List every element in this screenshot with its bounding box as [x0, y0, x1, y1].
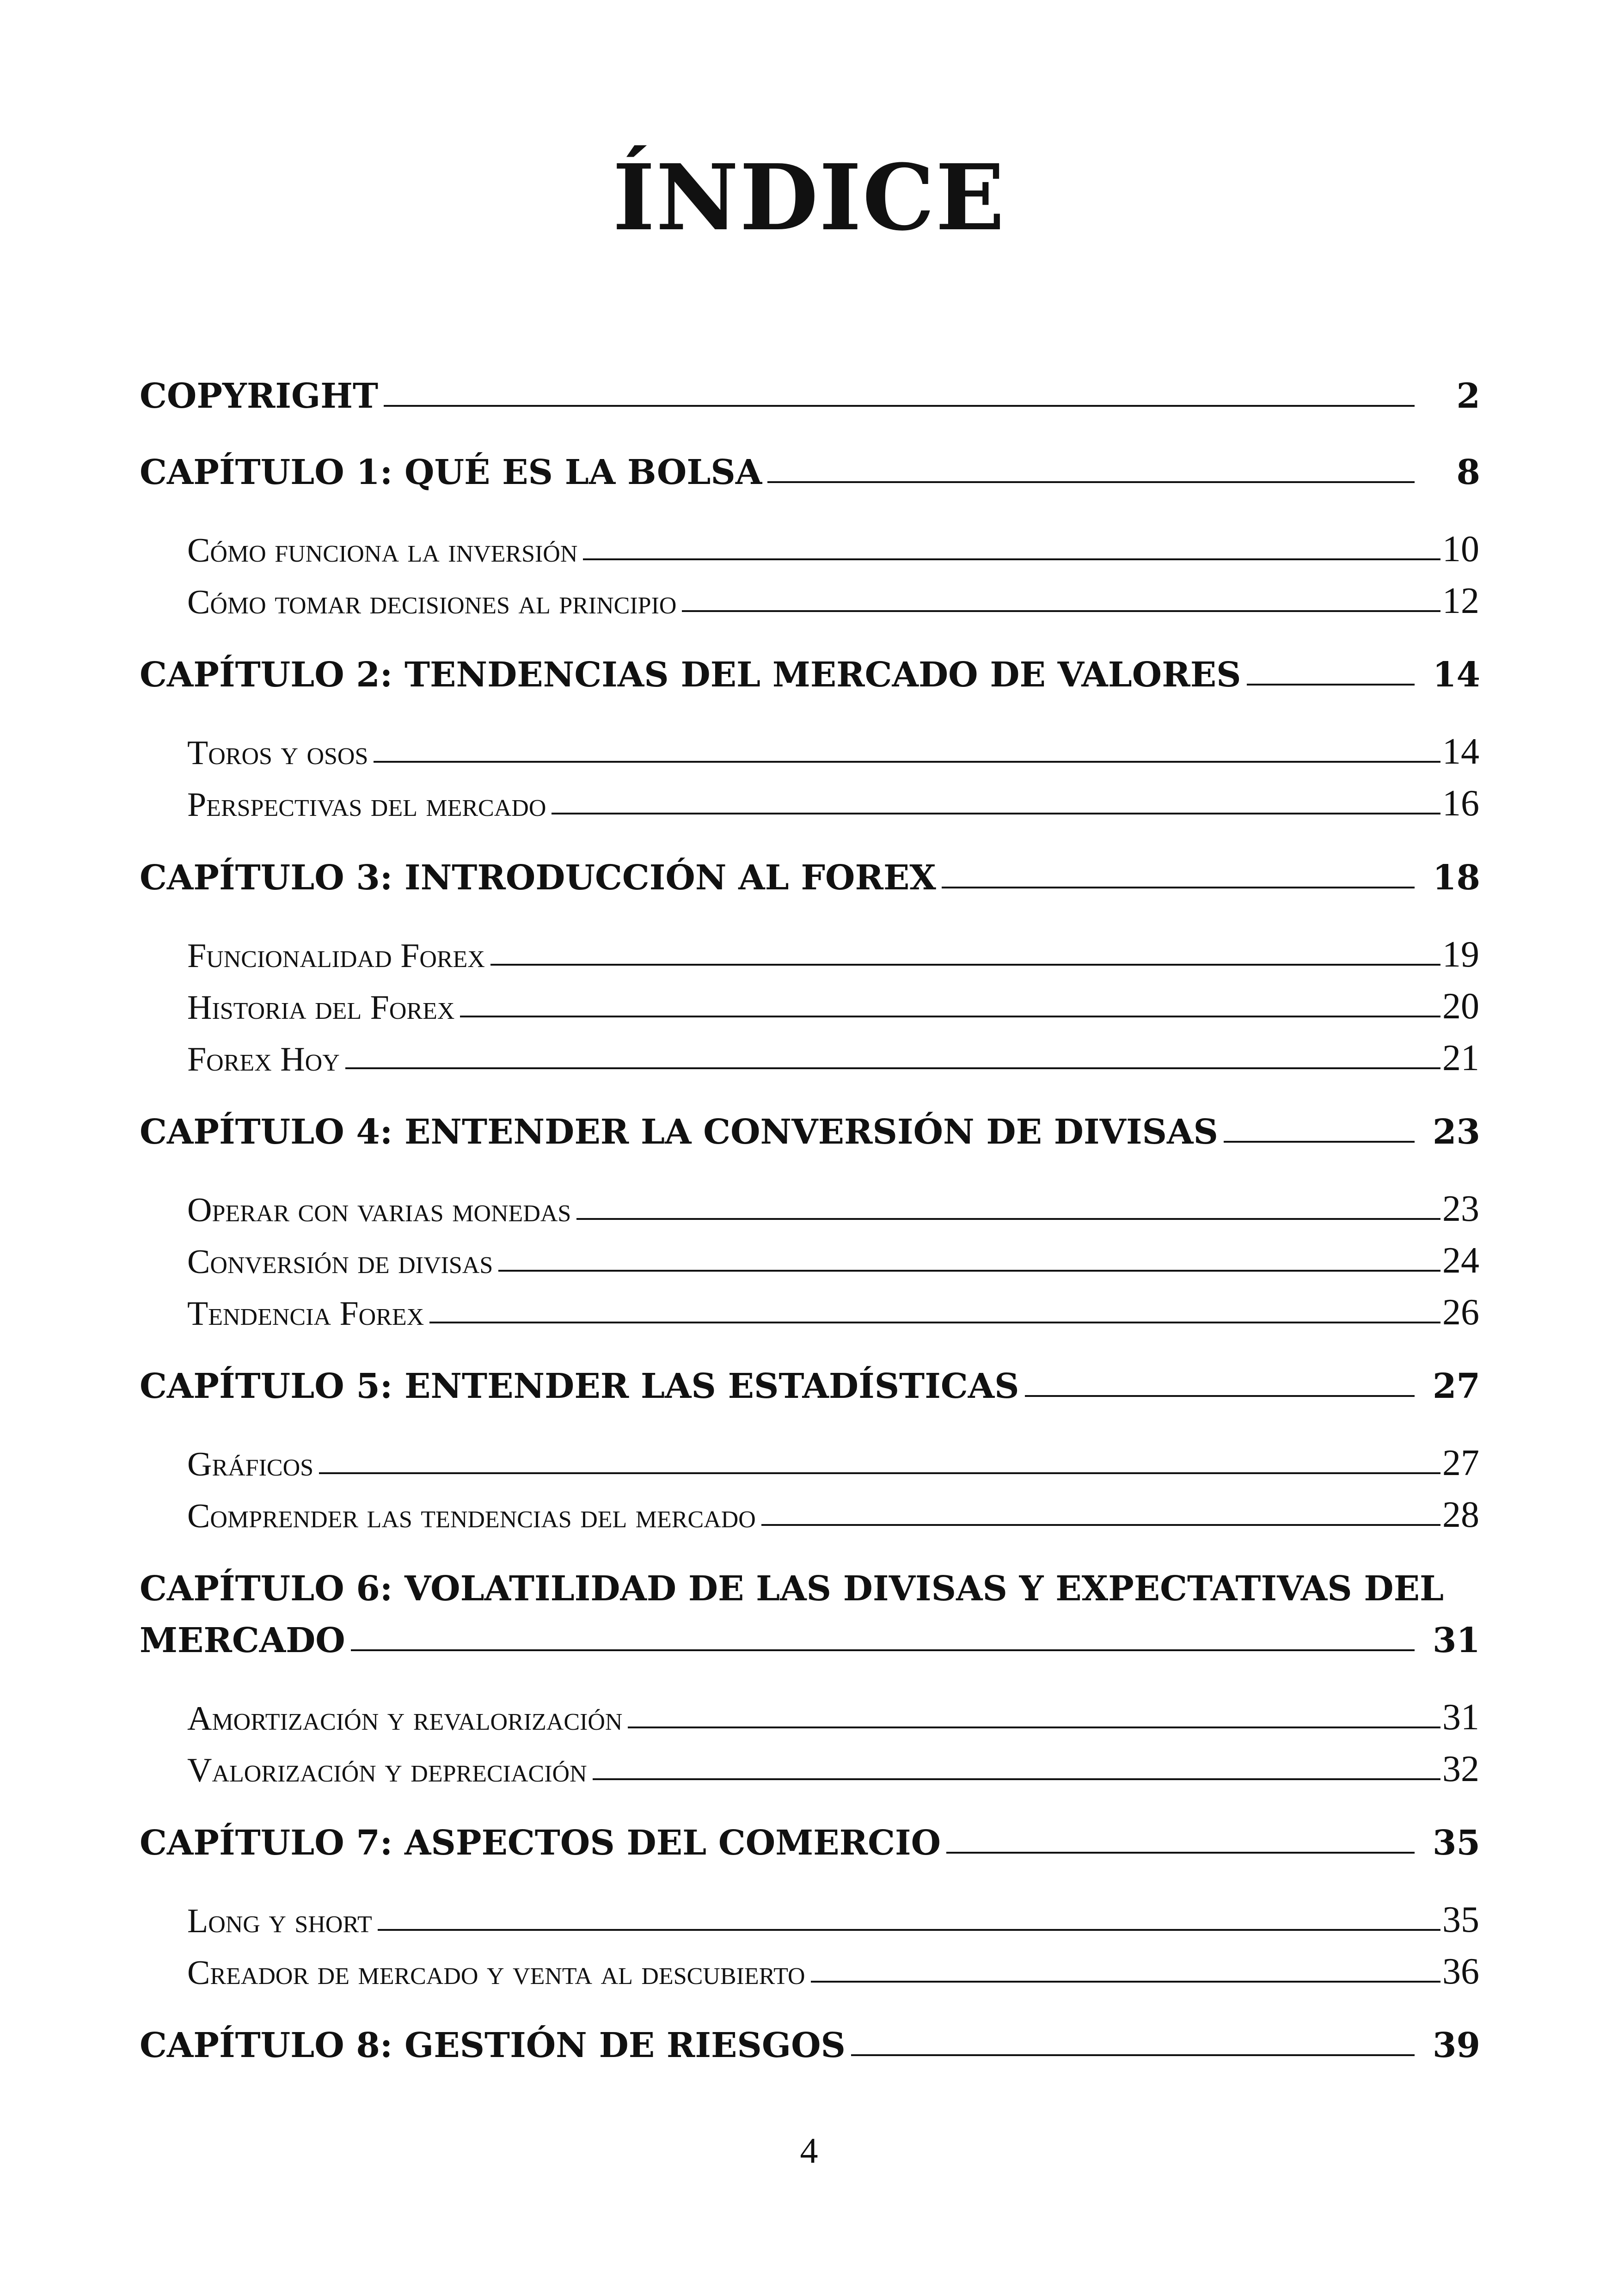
- toc-entry-label: CAPÍTULO 7: ASPECTOS DEL COMERCIO: [140, 1823, 941, 1863]
- toc-page-number: 18: [1433, 858, 1480, 898]
- toc-entry-label: Valorización y depreciación: [187, 1751, 587, 1789]
- toc-entry-label: Tendencia Forex: [187, 1295, 424, 1333]
- dot-leader: [319, 1472, 1440, 1474]
- toc-page-number: 14: [1442, 731, 1479, 772]
- toc-entry-section[interactable]: [187, 1496, 1479, 1533]
- toc-entry-section[interactable]: [187, 733, 1479, 770]
- toc-entry-label: Cómo tomar decisiones al principio: [187, 583, 677, 621]
- dot-leader: [593, 1778, 1440, 1780]
- dot-leader: [583, 558, 1440, 560]
- dot-leader: [498, 1270, 1440, 1272]
- toc-entry-label: COPYRIGHT: [140, 376, 379, 416]
- toc-entry-section[interactable]: [187, 785, 1479, 822]
- dot-leader: [576, 1218, 1440, 1220]
- toc-entry-label: Conversión de divisas: [187, 1243, 493, 1281]
- toc-page-number: 12: [1442, 581, 1479, 621]
- toc-entry-section[interactable]: [187, 1190, 1479, 1227]
- dot-leader: [811, 1981, 1440, 1983]
- toc-entry-label: CAPÍTULO 3: INTRODUCCIÓN AL FOREX: [140, 858, 936, 898]
- toc-entry-chapter-1[interactable]: [140, 455, 1480, 490]
- dot-leader: [490, 964, 1440, 966]
- toc-entry-label: CAPÍTULO 5: ENTENDER LAS ESTADÍSTICAS: [140, 1366, 1019, 1406]
- toc-entry-label: Amortización y revalorización: [187, 1700, 623, 1738]
- dot-leader: [378, 1929, 1440, 1931]
- toc-entry-section[interactable]: [187, 1699, 1479, 1736]
- dot-leader: [460, 1016, 1440, 1017]
- dot-leader: [429, 1322, 1440, 1323]
- toc-entry-chapter-6-line1[interactable]: CAPÍTULO 6: VOLATILIDAD DE LAS DIVISAS Y EXPECTATIVAS DEL: [140, 1569, 1444, 1609]
- toc-page-number: 16: [1442, 783, 1479, 824]
- toc-entry-label: Funcionalidad Forex: [187, 937, 485, 975]
- dot-leader: [1247, 684, 1415, 686]
- dot-leader: [351, 1649, 1415, 1651]
- toc-entry-section[interactable]: [187, 1445, 1479, 1482]
- toc-page-number: 21: [1442, 1038, 1479, 1078]
- dot-leader: [374, 761, 1440, 763]
- toc-page-number: 31: [1433, 1621, 1480, 1660]
- toc-entry-label: CAPÍTULO 1: QUÉ ES LA BOLSA: [140, 453, 762, 492]
- toc-entry-section[interactable]: [187, 936, 1479, 973]
- toc-entry-copyright[interactable]: [140, 376, 1480, 416]
- toc-page-number: 39: [1433, 2026, 1480, 2065]
- toc-entry-chapter-7[interactable]: [140, 1823, 1480, 1863]
- dot-leader: [384, 405, 1415, 407]
- toc-page-number: 23: [1433, 1112, 1480, 1152]
- toc-entry-label: Comprender las tendencias del mercado: [187, 1497, 756, 1535]
- toc-entry-section[interactable]: [187, 1294, 1479, 1331]
- dot-leader: [345, 1067, 1440, 1069]
- toc-entry-label: Creador de mercado y venta al descubierto: [187, 1954, 805, 1992]
- toc-entry-label: Toros y osos: [187, 734, 368, 772]
- toc-entry-label: Long y short: [187, 1902, 372, 1940]
- toc-page-number: 10: [1442, 529, 1479, 569]
- toc-entry-chapter-6[interactable]: [140, 1623, 1480, 1658]
- dot-leader: [851, 2054, 1415, 2056]
- toc-entry-label: MERCADO: [140, 1621, 345, 1660]
- toc-entry-label: Forex Hoy: [187, 1041, 340, 1078]
- toc-page-number: 24: [1442, 1240, 1479, 1281]
- toc-page-number: 31: [1442, 1697, 1479, 1738]
- toc-entry-section[interactable]: [187, 1953, 1479, 1990]
- dot-leader: [946, 1852, 1415, 1854]
- toc-entry-section[interactable]: [187, 1751, 1479, 1788]
- toc-page-number: 14: [1433, 655, 1480, 695]
- page-title: ÍNDICE: [613, 145, 1005, 251]
- toc-page-number: 35: [1433, 1823, 1480, 1863]
- toc-entry-chapter-3[interactable]: [140, 858, 1480, 898]
- toc-page-number: 27: [1442, 1443, 1479, 1483]
- dot-leader: [628, 1727, 1440, 1728]
- toc-page-number: 19: [1442, 934, 1479, 975]
- toc-page-number: 23: [1442, 1188, 1479, 1229]
- dot-leader: [1025, 1395, 1415, 1397]
- toc-entry-section[interactable]: [187, 988, 1479, 1025]
- toc-entry-section[interactable]: [187, 1040, 1479, 1077]
- dot-leader: [942, 887, 1415, 888]
- toc-entry-label: Perspectivas del mercado: [187, 786, 546, 824]
- dot-leader: [761, 1524, 1440, 1526]
- toc-page-number: 28: [1442, 1494, 1479, 1535]
- toc-entry-section[interactable]: [187, 531, 1479, 568]
- toc-entry-label: Cómo funciona la inversión: [187, 532, 578, 569]
- toc-entry-section[interactable]: [187, 1242, 1479, 1279]
- toc-entry-chapter-2[interactable]: [140, 655, 1480, 695]
- toc-page-number: 27: [1433, 1366, 1480, 1406]
- toc-entry-chapter-4[interactable]: [140, 1112, 1480, 1152]
- toc-entry-label: CAPÍTULO 8: GESTIÓN DE RIESGOS: [140, 2026, 846, 2065]
- toc-page-number: 2: [1456, 376, 1480, 416]
- toc-entry-label: Operar con varias monedas: [187, 1191, 571, 1229]
- toc-page-number: 35: [1442, 1899, 1479, 1940]
- page-number: 4: [800, 2131, 818, 2171]
- toc-entry-label: CAPÍTULO 2: TENDENCIAS DEL MERCADO DE VALORES: [140, 655, 1241, 695]
- toc-entry-label: CAPÍTULO 4: ENTENDER LA CONVERSIÓN DE DIVISAS: [140, 1112, 1218, 1152]
- toc-page-number: 8: [1456, 453, 1480, 492]
- toc-page-number: 36: [1442, 1951, 1479, 1992]
- toc-entry-label: Gráficos: [187, 1445, 314, 1483]
- toc-entry-chapter-8[interactable]: [140, 2028, 1480, 2063]
- dot-leader: [682, 610, 1440, 612]
- toc-entry-section[interactable]: [187, 1901, 1479, 1938]
- dot-leader: [552, 813, 1440, 814]
- toc-page-number: 20: [1442, 986, 1479, 1027]
- dot-leader: [767, 481, 1415, 483]
- toc-page-number: 32: [1442, 1749, 1479, 1789]
- toc-page-number: 26: [1442, 1292, 1479, 1333]
- dot-leader: [1224, 1141, 1415, 1143]
- toc-entry-section[interactable]: [187, 582, 1479, 619]
- toc-entry-label: Historia del Forex: [187, 989, 455, 1027]
- toc-entry-chapter-5[interactable]: [140, 1366, 1480, 1406]
